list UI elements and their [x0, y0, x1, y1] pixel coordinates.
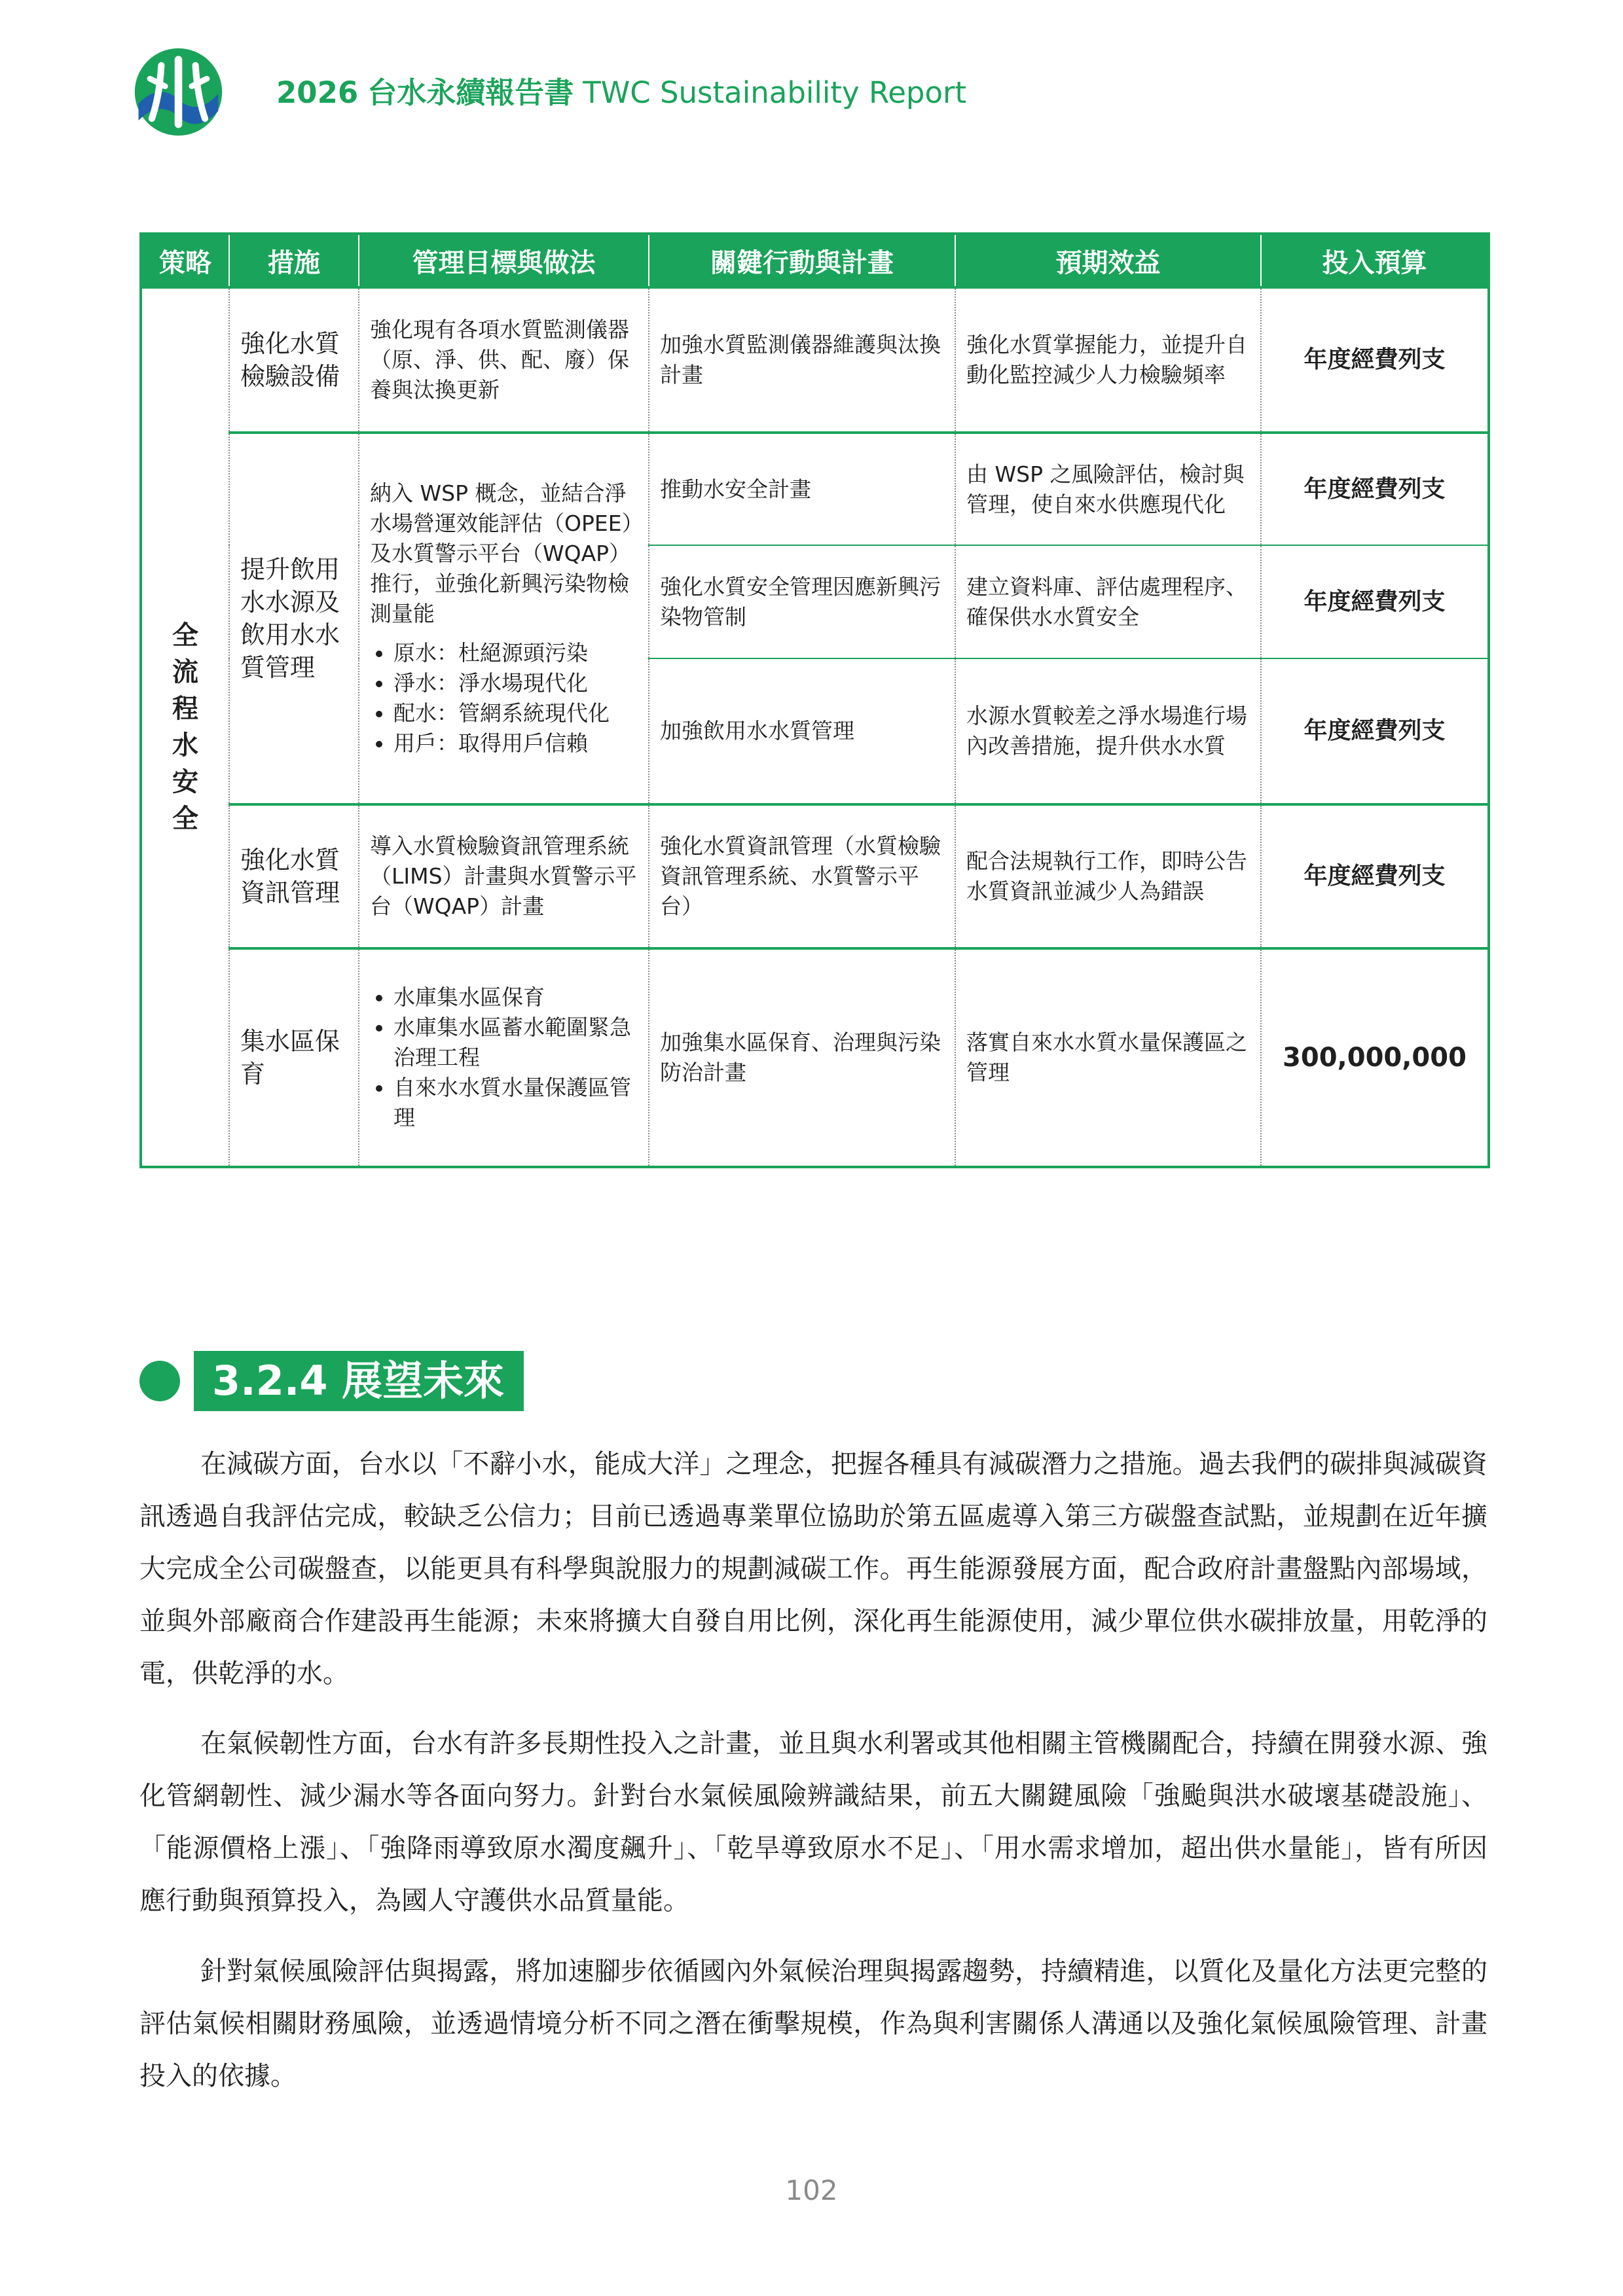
body-paragraph: 在減碳方面，台水以「不辭小水，能成大洋」之理念，把握各種具有減碳潛力之措施。過去我們的碳排與減碳資訊透過自我評估完成，較缺乏公信力；目前已透過專業單位協助於第五區處導入第三方碳盤查試點，並規劃在近年擴大完成全公司碳盤查，以能更具有科學與說服力的規劃減碳工作。再生能源發展方面，配合政府計畫盤點內部場域，並與外部廠商合作建設再生能源；未來將擴大自發自用比例，深化再生能源使用，減少單位供水碳排放量，用乾淨的電，供乾淨的水。 — [139, 1449, 1487, 1689]
budget-cell: 年度經費列支 — [1261, 433, 1489, 545]
report-header — [131, 45, 1506, 143]
body-paragraph: 針對氣候風險評估與揭露，將加速腳步依循國內外氣候治理與揭露趨勢，持續精進，以質化及量化方法更完整的評估氣候相關財務風險，並透過情境分析不同之潛在衝擊規模，作為與利害關係人溝通以及強化氣候風險管理、計畫投入的依據。 — [139, 1956, 1487, 2091]
budget-cell: 年度經費列支 — [1261, 658, 1489, 804]
col-header-budget: 投入預算 — [1261, 234, 1489, 287]
list-item: • 水庫集水區保育 — [393, 982, 638, 1013]
table-header-row — [141, 234, 1489, 287]
budget-cell: 300,000,000 — [1261, 948, 1489, 1167]
table-row — [141, 804, 1489, 948]
report-year: 2026 — [276, 75, 359, 110]
report-title-en: TWC Sustainability Report — [583, 75, 967, 110]
table-row — [141, 287, 1489, 433]
target-text: 納入 WSP 概念，並結合淨水場營運效能評估（OPEE）及水質警示平台（WQAP）推行，並強化新興污染物檢測量能 — [370, 480, 633, 626]
benefit-cell: 由 WSP 之風險評估，檢討與管理，使自來水供應現代化 — [955, 433, 1261, 545]
list-item: • 水庫集水區蓄水範圍緊急治理工程 — [393, 1013, 638, 1073]
action-cell: 推動水安全計畫 — [649, 433, 955, 545]
strategy-cell — [141, 287, 229, 1167]
body-paragraph: 在氣候韌性方面，台水有許多長期性投入之計畫，並且與水利署或其他相關主管機關配合，持續在開發水源、強化管網韌性、減少漏水等各面向努力。針對台水氣候風險辨識結果，前五大關鍵風險「強颱與洪水破壞基礎設施」、「能源價格上漲」、「強降雨導致原水濁度飆升」、「乾旱導致原水不足」、「用水需求增加，超出供水量能」，皆有所因應行動與預算投入，為國人守護供水品質量能。 — [139, 1729, 1487, 1916]
benefit-cell: 水源水質較差之淨水場進行場內改善措施，提升供水水質 — [955, 658, 1261, 804]
list-item: • 自來水水質水量保護區管理 — [393, 1073, 638, 1133]
measure-cell: 強化水質資訊管理 — [229, 804, 359, 948]
action-cell: 強化水質安全管理因應新興污染物管制 — [649, 545, 955, 658]
budget-cell: 年度經費列支 — [1261, 287, 1489, 433]
action-cell: 加強集水區保育、治理與污染防治計畫 — [649, 948, 955, 1167]
report-title — [276, 73, 966, 113]
report-title-zh: 台水永續報告書 — [367, 75, 574, 110]
action-cell: 強化水質資訊管理（水質檢驗資訊管理系統、水質警示平台） — [649, 804, 955, 948]
list-item: • 原水：杜絕源頭污染 — [393, 638, 638, 668]
benefit-cell: 落實自來水水質水量保護區之管理 — [955, 948, 1261, 1167]
list-item: • 淨水：淨水場現代化 — [393, 668, 638, 698]
col-header-strategy: 策略 — [141, 234, 229, 287]
col-header-benefit: 預期效益 — [955, 234, 1261, 287]
budget-cell: 年度經費列支 — [1261, 545, 1489, 658]
section-title: 3.2.4 展望未來 — [194, 1351, 524, 1411]
col-header-target: 管理目標與做法 — [359, 234, 649, 287]
target-cell — [359, 433, 649, 804]
list-item: • 用戶：取得用戶信賴 — [393, 728, 638, 759]
col-header-action: 關鍵行動與計畫 — [649, 234, 955, 287]
table-row — [141, 433, 1489, 545]
measure-cell: 強化水質檢驗設備 — [229, 287, 359, 433]
section-bullet-icon — [139, 1361, 180, 1401]
col-header-measure: 措施 — [229, 234, 359, 287]
twc-logo-icon — [131, 45, 226, 139]
measure-cell: 提升飲用水水源及飲用水水質管理 — [229, 433, 359, 804]
target-cell: 導入水質檢驗資訊管理系統（LIMS）計畫與水質警示平台（WQAP）計畫 — [359, 804, 649, 948]
table-row — [141, 948, 1489, 1167]
action-cell: 加強飲用水水質管理 — [649, 658, 955, 804]
target-cell: 強化現有各項水質監測儀器（原、淨、供、配、廢）保養與汰換更新 — [359, 287, 649, 433]
page-number: 102 — [785, 2174, 838, 2206]
action-cell: 加強水質監測儀器維護與汰換計畫 — [649, 287, 955, 433]
target-cell — [359, 948, 649, 1167]
benefit-cell: 強化水質掌握能力，並提升自動化監控減少人力檢驗頻率 — [955, 287, 1261, 433]
list-item: • 配水：管網系統現代化 — [393, 698, 638, 728]
benefit-cell: 配合法規執行工作，即時公告水質資訊並減少人為錯誤 — [955, 804, 1261, 948]
strategy-label: 全流程水安全 — [172, 620, 198, 834]
measure-cell: 集水區保育 — [229, 948, 359, 1167]
benefit-cell: 建立資料庫、評估處理程序、確保供水水質安全 — [955, 545, 1261, 658]
target-bullet-list — [370, 982, 638, 1133]
target-bullet-list — [370, 638, 638, 759]
strategy-table — [139, 232, 1490, 1168]
budget-cell: 年度經費列支 — [1261, 804, 1489, 948]
